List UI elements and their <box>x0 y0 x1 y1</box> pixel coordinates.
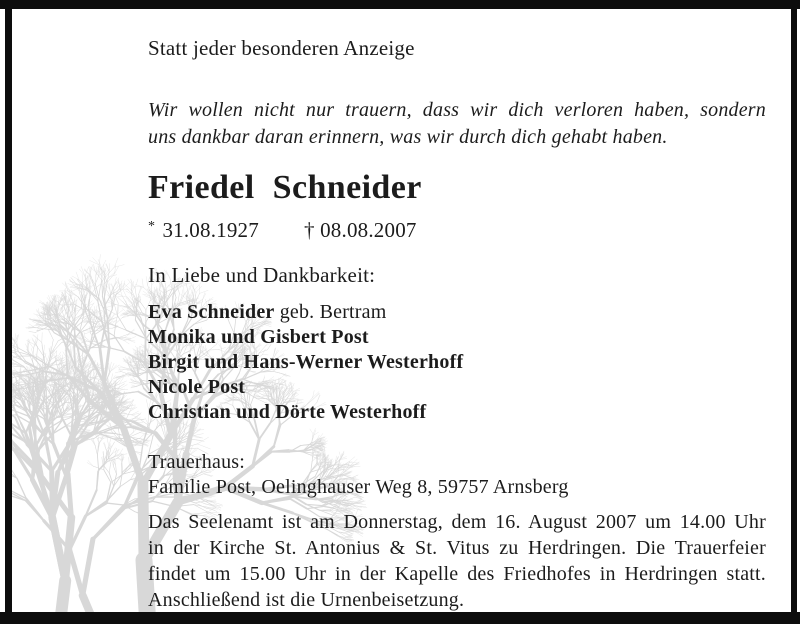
funeral-home-label: Trauerhaus: <box>148 451 246 473</box>
deceased-name <box>148 169 766 207</box>
notice-body <box>148 0 766 624</box>
deceased-last-name: Schneider <box>272 169 422 206</box>
deceased-first-name: Friedel <box>148 169 255 206</box>
mourner-row: Birgit und Hans-Werner Westerhoff <box>148 351 464 373</box>
memorial-quote-line-1: Wir wollen nicht nur trauern, dass wir dich verloren haben, sondern <box>148 99 766 121</box>
mourners-list <box>148 300 766 425</box>
cross-symbol: † <box>303 218 315 242</box>
frame-right <box>791 0 797 624</box>
mourner-row: Monika und Gisbert Post <box>148 326 369 348</box>
service-line: Das Seelenamt ist am Donnerstag, dem 16. August 2007 um 14.00 Uhr <box>148 511 766 533</box>
mourner-row: Eva Schneider geb. Bertram <box>148 301 387 323</box>
birth-date: * 31.08.1927 <box>148 218 259 242</box>
service-details <box>148 509 766 613</box>
life-dates <box>148 218 766 243</box>
mourner-row: Christian und Dörte Westerhoff <box>148 401 427 423</box>
service-line: in der Kirche St. Antonius & St. Vitus zu Herdringen. Die Trauerfeier <box>148 537 766 559</box>
funeral-home-address: Familie Post, Oelinghauser Weg 8, 59757 Arnsberg <box>148 476 569 498</box>
frame-left <box>5 0 12 624</box>
service-line: Anschließend ist die Urnenbeisetzung. <box>148 589 465 611</box>
salutation-text: In Liebe und Dankbarkeit: <box>148 263 376 287</box>
death-date: † 08.08.2007 <box>303 218 417 242</box>
born-symbol: * <box>148 219 157 234</box>
preamble-text: Statt jeder besonderen Anzeige <box>148 36 415 60</box>
mourner-row: Nicole Post <box>148 376 246 398</box>
service-line: findet um 15.00 Uhr in der Kapelle des Friedhofes in Herdringen statt. <box>148 563 766 585</box>
memorial-quote-line-2: uns dankbar daran erinnern, was wir durch dich gehabt haben. <box>148 126 668 148</box>
